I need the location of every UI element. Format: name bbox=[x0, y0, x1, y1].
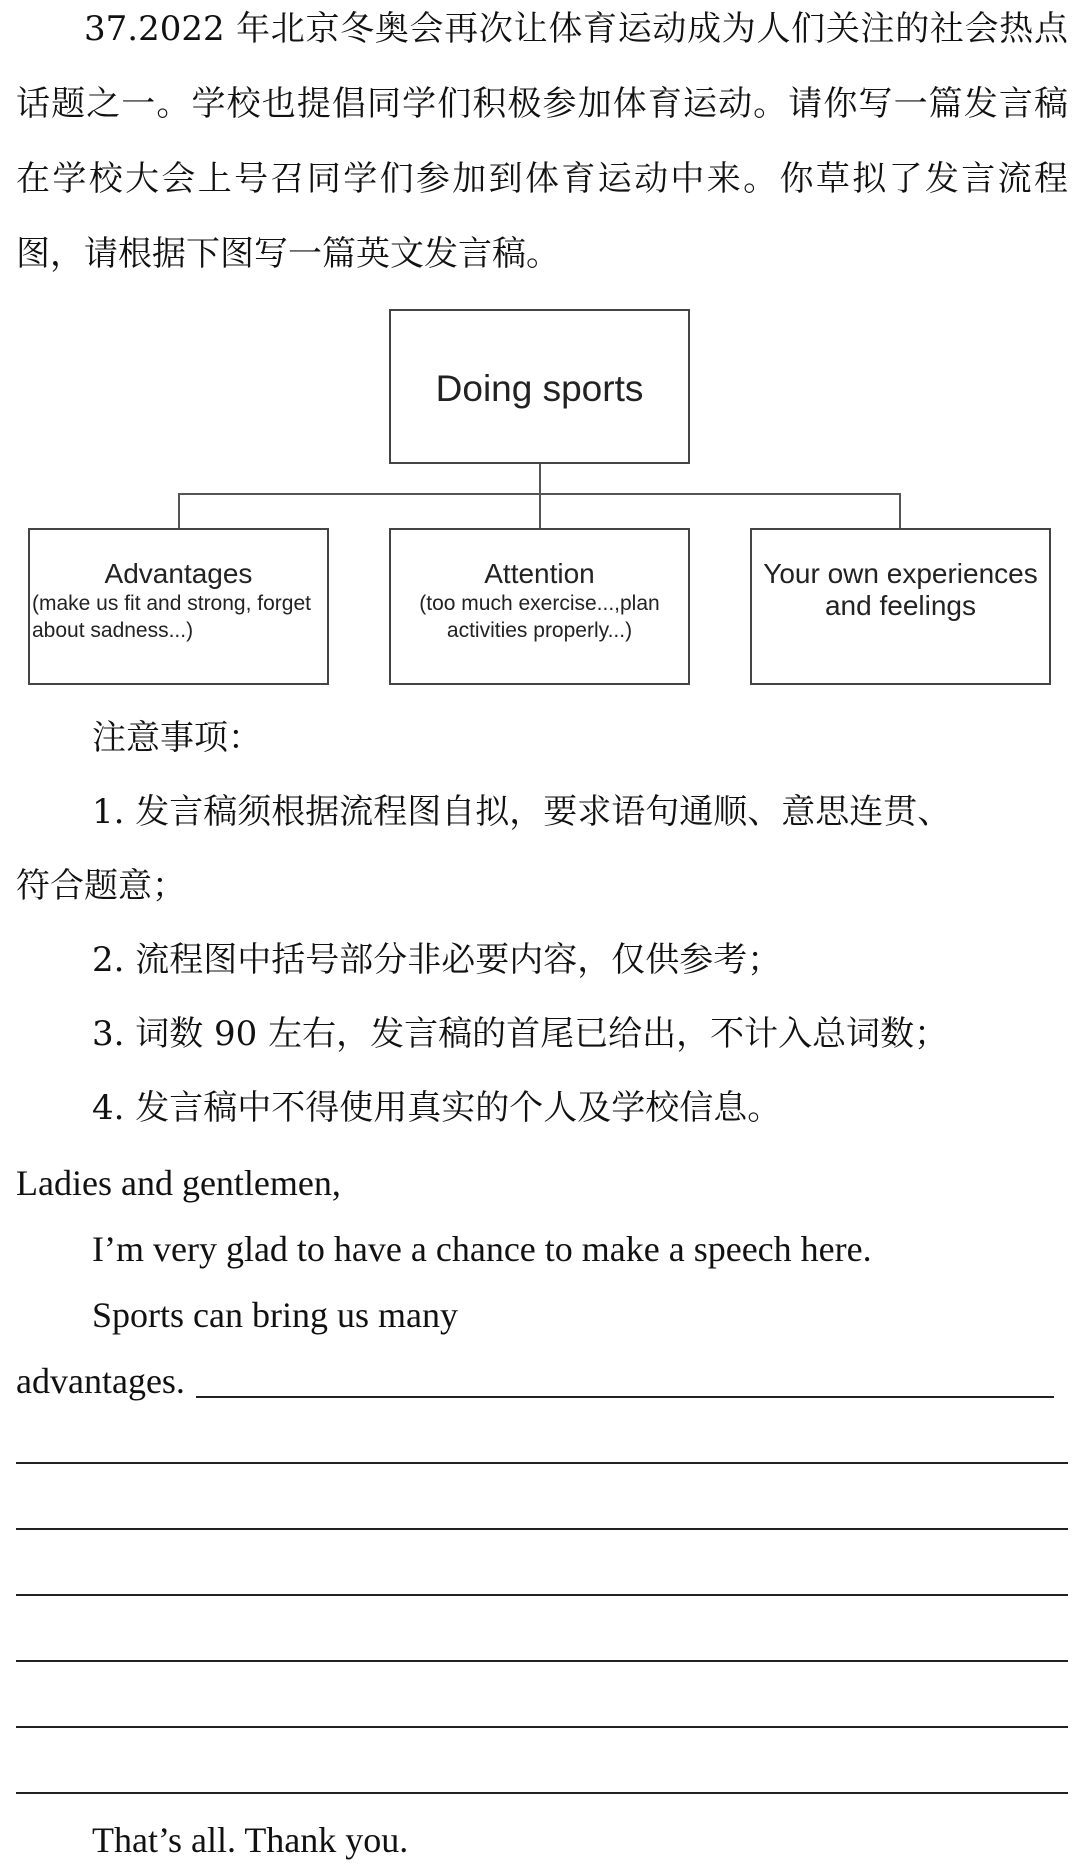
speech-line-2: Sports can bring us many bbox=[92, 1295, 458, 1335]
attention-detail-line2: activities properly...) bbox=[446, 619, 633, 642]
notes-item-4: 4. 发言稿中不得使用真实的个人及学校信息。 bbox=[92, 1088, 782, 1128]
notes-item-1-line2: 符合题意； bbox=[16, 866, 186, 906]
connector-vertical-root bbox=[539, 464, 541, 494]
notes-item-1-line1: 1. 发言稿须根据流程图自拟，要求语句通顺、意思连贯、 bbox=[92, 792, 952, 832]
experiences-title-line1: Your own experiences bbox=[763, 558, 1038, 589]
answer-line[interactable] bbox=[16, 1660, 1068, 1662]
answer-line[interactable] bbox=[16, 1528, 1068, 1530]
advantages-detail-line2: about sadness...) bbox=[32, 619, 194, 642]
advantages-title: Advantages bbox=[104, 558, 253, 589]
answer-line[interactable] bbox=[16, 1792, 1068, 1794]
notes-item-2: 2. 流程图中括号部分非必要内容，仅供参考； bbox=[92, 940, 782, 980]
advantages-detail-line1: (make us fit and strong, forget bbox=[32, 592, 311, 615]
flowchart-root-box bbox=[389, 309, 690, 464]
connector-vertical-middle bbox=[539, 493, 541, 528]
connector-vertical-left bbox=[178, 493, 180, 528]
flowchart-advantages-box bbox=[28, 528, 329, 685]
attention-detail-line1: (too much exercise...,plan bbox=[419, 592, 660, 615]
answer-line-first[interactable] bbox=[196, 1396, 1054, 1398]
connector-vertical-right bbox=[899, 493, 901, 528]
notes-item-3: 3. 词数 90 左右，发言稿的首尾已给出，不计入总词数； bbox=[92, 1014, 949, 1054]
attention-title: Attention bbox=[484, 558, 595, 589]
speech-closing: That’s all. Thank you. bbox=[92, 1820, 409, 1860]
speech-line-1: I’m very glad to have a chance to make a speech here. bbox=[92, 1229, 872, 1269]
answer-line[interactable] bbox=[16, 1594, 1068, 1596]
answer-line[interactable] bbox=[16, 1726, 1068, 1728]
speech-line-3: advantages. bbox=[16, 1361, 185, 1401]
experiences-title-line2: and feelings bbox=[824, 590, 976, 621]
speech-greeting: Ladies and gentlemen, bbox=[16, 1163, 341, 1203]
flowchart-attention-box bbox=[389, 528, 690, 685]
flowchart-experiences-box bbox=[750, 528, 1051, 685]
question-text: 37.2022 年北京冬奥会再次让体育运动成为人们关注的社会热点话题之一。学校也提倡同学们积极参加体育运动。请你写一篇发言稿在学校大会上号召同学们参加到体育运动中来。你草拟了发言流程图，请根据下图写一篇英文发言稿。 bbox=[16, 9, 1068, 274]
answer-line[interactable] bbox=[16, 1462, 1068, 1464]
flowchart-root-label: Doing sports bbox=[435, 368, 644, 409]
notes-heading: 注意事项： bbox=[92, 718, 262, 758]
